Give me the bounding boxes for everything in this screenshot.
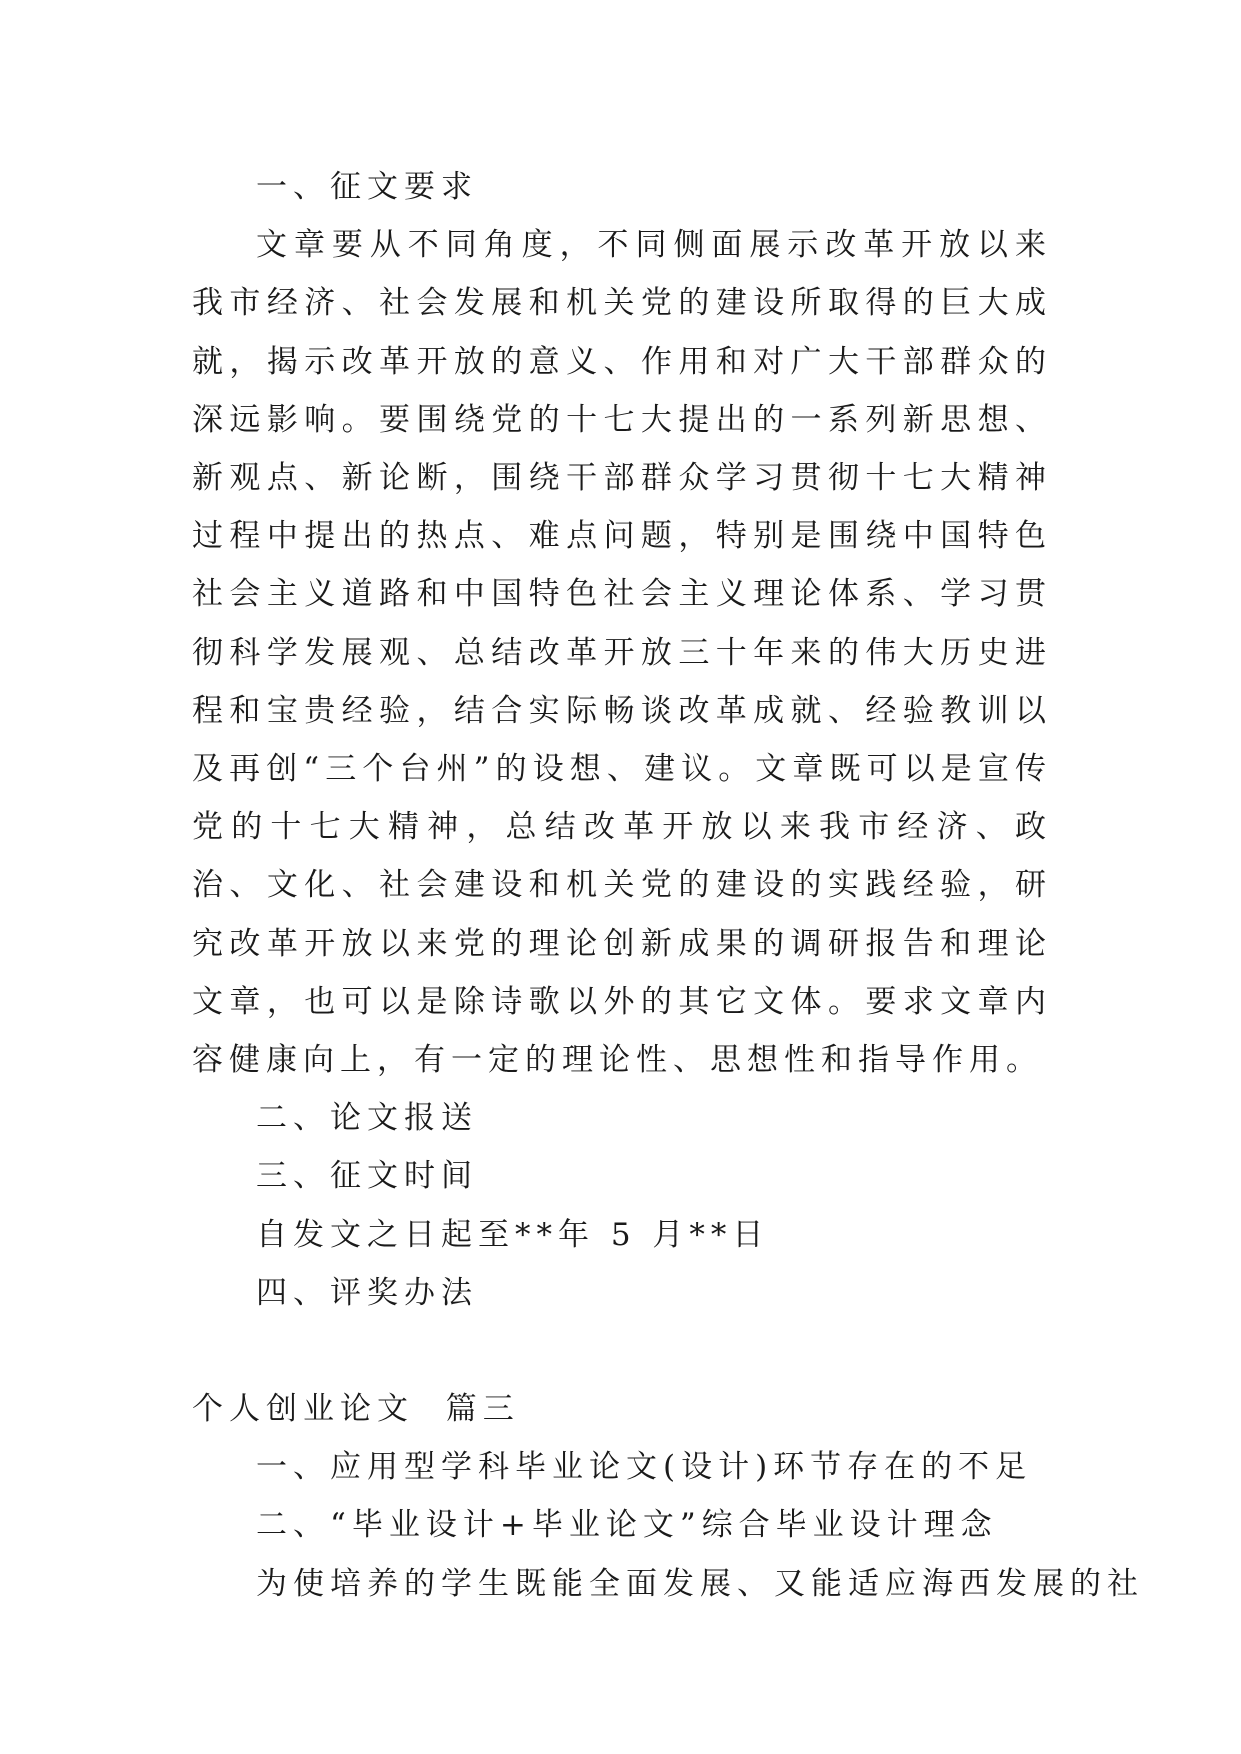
heading-awards: 四、评奖办法: [256, 1274, 478, 1311]
heading-time: 三、征文时间: [256, 1158, 478, 1195]
heading-concept: 二、“毕业设计+毕业论文”综合毕业设计理念: [256, 1507, 998, 1544]
document-body: [192, 158, 1144, 1613]
heading-shortcomings: 一、应用型学科毕业论文(设计)环节存在的不足: [256, 1449, 1033, 1486]
section-title: 个人创业论文 篇三: [192, 1390, 520, 1427]
paragraph-time: 自发文之日起至**年 5 月**日: [256, 1216, 770, 1253]
heading-submission: 二、论文报送: [256, 1100, 478, 1137]
heading-requirements: 一、征文要求: [256, 169, 478, 205]
paragraph-requirements: 文章要从不同角度，不同侧面展示改革开放以来我市经济、社会发展和机关党的建设所取得的巨大成就，揭示改革开放的意义、作用和对广大干部群众的深远影响。要围绕党的十七大提出的一系列新思想、新观点、新论断，围绕干部群众学习贯彻十七大精神过程中提出的热点、难点问题，特别是围绕中国特色社会主义道路和中国特色社会主义理论体系、学习贯彻科学发展观、总结改革开放三十年来的伟大历史进程和宝贵经验，结合实际畅谈改革成就、经验教训以及再创“三个台州”的设想、建议。文章既可以是宣传党的十七大精神，总结改革开放以来我市经济、政治、文化、社会建设和机关党的建设的实践经验，研究改革开放以来党的理论创新成果的调研报告和理论文章，也可以是除诗歌以外的其它文体。要求文章内容健康向上，有一定的理论性、思想性和指导作用。: [192, 227, 1052, 1079]
section-gap: [192, 1322, 1050, 1380]
paragraph-last: 为使培养的学生既能全面发展、又能适应海西发展的社: [256, 1565, 1144, 1602]
